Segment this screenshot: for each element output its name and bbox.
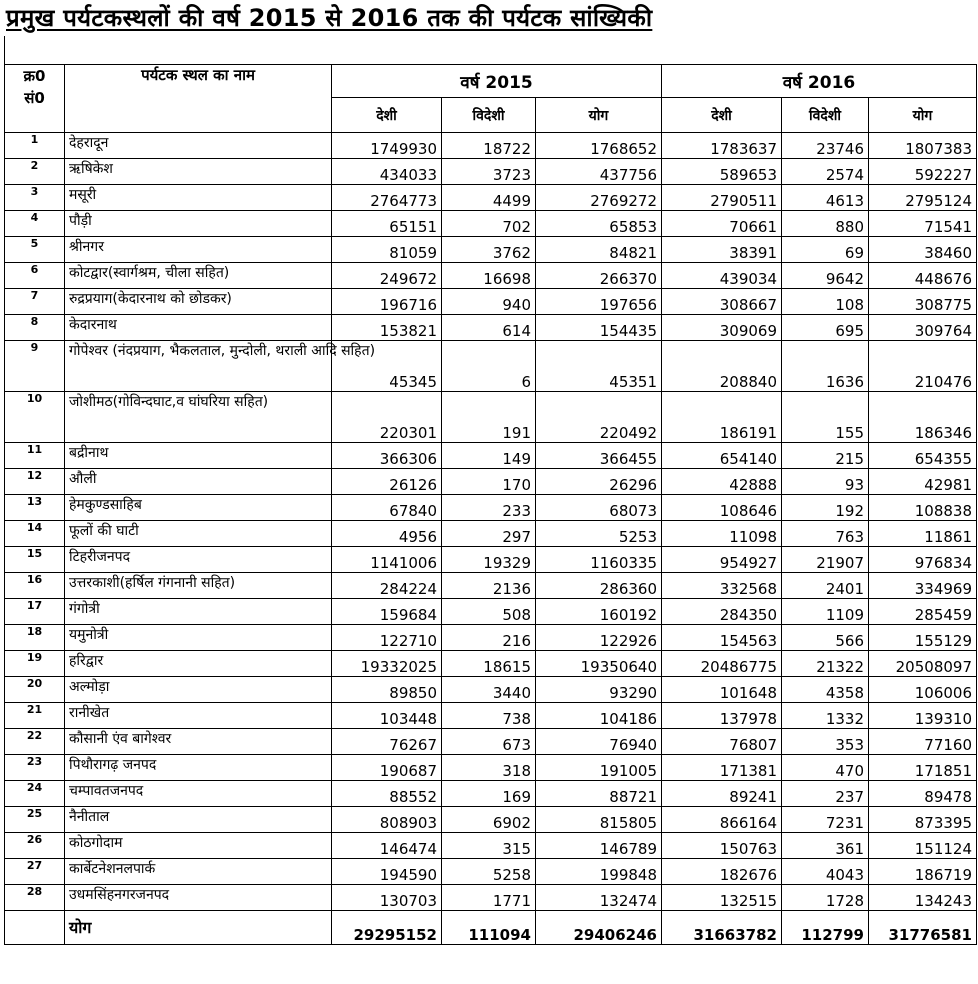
serial-number-cell: 9: [5, 341, 65, 392]
total-2016-cell: 108838: [869, 495, 977, 521]
foreign-2016-cell: 215: [782, 443, 869, 469]
domestic-2015-cell: 45345: [332, 341, 442, 392]
total-2015-cell: 26296: [536, 469, 662, 495]
domestic-2016-cell: 154563: [662, 625, 782, 651]
domestic-2015-cell: 366306: [332, 443, 442, 469]
total-2016-cell: 11861: [869, 521, 977, 547]
domestic-2015-cell: 146474: [332, 833, 442, 859]
domestic-2016-cell: 89241: [662, 781, 782, 807]
domestic-2016-cell: 1783637: [662, 133, 782, 159]
total-2016-cell: 2795124: [869, 185, 977, 211]
total-2016-cell: 654355: [869, 443, 977, 469]
table-row: [5, 159, 977, 185]
foreign-2015-cell: 297: [442, 521, 536, 547]
serial-number-cell: 16: [5, 573, 65, 599]
domestic-2016-cell: 42888: [662, 469, 782, 495]
foreign-2016-cell: 23746: [782, 133, 869, 159]
place-name-cell: मसूरी: [65, 185, 332, 211]
domestic-2016-cell: 101648: [662, 677, 782, 703]
serial-number-cell: 26: [5, 833, 65, 859]
domestic-2016-cell: 186191: [662, 392, 782, 443]
total-2015-cell: 160192: [536, 599, 662, 625]
foreign-2015-cell: 18722: [442, 133, 536, 159]
place-name-cell: देहरादून: [65, 133, 332, 159]
table-row: [5, 211, 977, 237]
total-2015-cell: 93290: [536, 677, 662, 703]
table-row: [5, 807, 977, 833]
total-2016-cell: 334969: [869, 573, 977, 599]
total-2016-cell: 139310: [869, 703, 977, 729]
total-2016-cell: 309764: [869, 315, 977, 341]
total-2015-header: योग: [536, 98, 662, 133]
year-2015-header: वर्ष 2015: [332, 65, 662, 98]
serial-number-cell: 13: [5, 495, 65, 521]
place-name-cell: श्रीनगर: [65, 237, 332, 263]
foreign-2016-cell: 9642: [782, 263, 869, 289]
total-2015-cell: 76940: [536, 729, 662, 755]
table-row: [5, 341, 977, 392]
domestic-2015-cell: 76267: [332, 729, 442, 755]
serial-number-cell: 22: [5, 729, 65, 755]
serial-number-cell: 23: [5, 755, 65, 781]
total-2016-cell: 77160: [869, 729, 977, 755]
place-name-cell: यमुनोत्री: [65, 625, 332, 651]
total-2016-cell: 976834: [869, 547, 977, 573]
total-total-2016-cell: 31776581: [869, 911, 977, 945]
serial-number-cell: 3: [5, 185, 65, 211]
serial-number-cell: 15: [5, 547, 65, 573]
total-2015-cell: 68073: [536, 495, 662, 521]
total-2016-cell: 134243: [869, 885, 977, 911]
serial-number-cell: 4: [5, 211, 65, 237]
serial-number-cell: 12: [5, 469, 65, 495]
foreign-2015-cell: 19329: [442, 547, 536, 573]
domestic-2016-cell: 439034: [662, 263, 782, 289]
foreign-2015-cell: 2136: [442, 573, 536, 599]
domestic-2015-cell: 194590: [332, 859, 442, 885]
domestic-2015-cell: 130703: [332, 885, 442, 911]
foreign-2015-cell: 702: [442, 211, 536, 237]
serial-number-cell: 21: [5, 703, 65, 729]
foreign-2015-cell: 233: [442, 495, 536, 521]
foreign-2015-cell: 170: [442, 469, 536, 495]
foreign-2016-cell: 880: [782, 211, 869, 237]
table-row: [5, 651, 977, 677]
domestic-2015-cell: 808903: [332, 807, 442, 833]
foreign-2016-cell: 21907: [782, 547, 869, 573]
total-2015-cell: 88721: [536, 781, 662, 807]
domestic-2016-cell: 182676: [662, 859, 782, 885]
total-2015-cell: 104186: [536, 703, 662, 729]
serial-number-cell: 27: [5, 859, 65, 885]
table-row: [5, 469, 977, 495]
foreign-2016-cell: 237: [782, 781, 869, 807]
total-2016-cell: 592227: [869, 159, 977, 185]
foreign-2016-cell: 192: [782, 495, 869, 521]
header-row-years: [5, 65, 977, 98]
domestic-2015-cell: 220301: [332, 392, 442, 443]
place-name-cell: औली: [65, 469, 332, 495]
table-row: [5, 755, 977, 781]
table-row: [5, 237, 977, 263]
total-2015-cell: 5253: [536, 521, 662, 547]
domestic-2015-cell: 434033: [332, 159, 442, 185]
serial-number-cell: 5: [5, 237, 65, 263]
total-domestic-2016-cell: 31663782: [662, 911, 782, 945]
domestic-2015-cell: 1749930: [332, 133, 442, 159]
domestic-2016-cell: 2790511: [662, 185, 782, 211]
domestic-2015-cell: 103448: [332, 703, 442, 729]
serial-number-cell: 1: [5, 133, 65, 159]
foreign-2015-cell: 16698: [442, 263, 536, 289]
total-foreign-2016-cell: 112799: [782, 911, 869, 945]
place-name-cell: बद्रीनाथ: [65, 443, 332, 469]
foreign-2015-cell: 673: [442, 729, 536, 755]
domestic-2016-cell: 866164: [662, 807, 782, 833]
table-row: [5, 185, 977, 211]
total-2016-cell: 89478: [869, 781, 977, 807]
total-2015-cell: 815805: [536, 807, 662, 833]
foreign-2015-cell: 169: [442, 781, 536, 807]
table-row: [5, 833, 977, 859]
domestic-2015-cell: 26126: [332, 469, 442, 495]
table-row: [5, 859, 977, 885]
page-title: [6, 2, 972, 34]
table-row: [5, 547, 977, 573]
total-foreign-2015-cell: 111094: [442, 911, 536, 945]
domestic-2015-cell: 122710: [332, 625, 442, 651]
foreign-2015-cell: 738: [442, 703, 536, 729]
foreign-2016-cell: 470: [782, 755, 869, 781]
domestic-2016-cell: 589653: [662, 159, 782, 185]
total-2015-cell: 2769272: [536, 185, 662, 211]
total-2015-cell: 84821: [536, 237, 662, 263]
tourist-statistics-table: [4, 64, 977, 945]
domestic-2015-cell: 249672: [332, 263, 442, 289]
total-row: [5, 911, 977, 945]
total-2015-cell: 154435: [536, 315, 662, 341]
total-2016-cell: 186719: [869, 859, 977, 885]
domestic-2015-cell: 190687: [332, 755, 442, 781]
table-row: [5, 885, 977, 911]
total-2015-cell: 199848: [536, 859, 662, 885]
serial-header-line2: सं0: [24, 89, 45, 107]
serial-number-cell: 8: [5, 315, 65, 341]
domestic-2015-cell: 2764773: [332, 185, 442, 211]
foreign-2015-cell: 3723: [442, 159, 536, 185]
foreign-2015-cell: 318: [442, 755, 536, 781]
total-2016-cell: 38460: [869, 237, 977, 263]
total-2016-cell: 285459: [869, 599, 977, 625]
total-2015-cell: 191005: [536, 755, 662, 781]
serial-number-cell: 14: [5, 521, 65, 547]
foreign-2016-header: विदेशी: [782, 98, 869, 133]
domestic-2016-cell: 954927: [662, 547, 782, 573]
domestic-2016-cell: 108646: [662, 495, 782, 521]
domestic-2015-cell: 153821: [332, 315, 442, 341]
domestic-2016-header: देशी: [662, 98, 782, 133]
foreign-2016-cell: 7231: [782, 807, 869, 833]
table-row: [5, 521, 977, 547]
place-name-cell: उत्तरकाशी(हर्षिल गंगनानी सहित): [65, 573, 332, 599]
table-row: [5, 781, 977, 807]
foreign-2015-cell: 315: [442, 833, 536, 859]
total-2016-cell: 448676: [869, 263, 977, 289]
foreign-2015-cell: 940: [442, 289, 536, 315]
place-name-cell: रानीखेत: [65, 703, 332, 729]
place-name-cell: हरिद्वार: [65, 651, 332, 677]
year-2016-header: वर्ष 2016: [662, 65, 977, 98]
foreign-2016-cell: 1636: [782, 341, 869, 392]
total-2015-cell: 65853: [536, 211, 662, 237]
total-2016-cell: 155129: [869, 625, 977, 651]
table-row: [5, 703, 977, 729]
table-row: [5, 392, 977, 443]
page-title-text: प्रमुख पर्यटकस्थलों की वर्ष 2015 से 2016 तक की पर्यटक सांख्यिकी: [6, 4, 653, 32]
domestic-2015-cell: 196716: [332, 289, 442, 315]
serial-header-line1: क्र0: [23, 67, 46, 85]
place-name-cell: ऋषिकेश: [65, 159, 332, 185]
total-2016-cell: 308775: [869, 289, 977, 315]
foreign-2016-cell: 69: [782, 237, 869, 263]
domestic-2016-cell: 70661: [662, 211, 782, 237]
foreign-2016-cell: 353: [782, 729, 869, 755]
place-name-cell: पौड़ी: [65, 211, 332, 237]
place-name-header: पर्यटक स्थल का नाम: [65, 65, 332, 133]
place-name-cell: अल्मोड़ा: [65, 677, 332, 703]
foreign-2015-cell: 3762: [442, 237, 536, 263]
foreign-2016-cell: 1109: [782, 599, 869, 625]
table-body: [5, 133, 977, 945]
total-2015-cell: 437756: [536, 159, 662, 185]
serial-number-cell: 2: [5, 159, 65, 185]
domestic-2016-cell: 11098: [662, 521, 782, 547]
place-name-cell: उधमसिंहनगरजनपद: [65, 885, 332, 911]
serial-number-cell: 24: [5, 781, 65, 807]
domestic-2015-cell: 159684: [332, 599, 442, 625]
total-2015-cell: 197656: [536, 289, 662, 315]
total-2015-cell: 366455: [536, 443, 662, 469]
place-name-cell: कोटद्वार(स्वार्गश्रम, चीला सहित): [65, 263, 332, 289]
domestic-2015-cell: 1141006: [332, 547, 442, 573]
foreign-2016-cell: 361: [782, 833, 869, 859]
total-2015-cell: 1160335: [536, 547, 662, 573]
total-2015-cell: 220492: [536, 392, 662, 443]
total-2016-cell: 151124: [869, 833, 977, 859]
place-name-cell: हेमकुण्डसाहिब: [65, 495, 332, 521]
place-name-cell: कोठगोदाम: [65, 833, 332, 859]
left-border-rule: [4, 36, 5, 64]
foreign-2015-cell: 6902: [442, 807, 536, 833]
place-name-cell: जोशीमठ(गोविन्दघाट,व घांघरिया सहित): [65, 392, 332, 443]
place-name-cell: नैनीताल: [65, 807, 332, 833]
domestic-2015-cell: 89850: [332, 677, 442, 703]
table-row: [5, 599, 977, 625]
foreign-2016-cell: 2574: [782, 159, 869, 185]
foreign-2015-cell: 1771: [442, 885, 536, 911]
serial-number-cell: 6: [5, 263, 65, 289]
domestic-2016-cell: 171381: [662, 755, 782, 781]
table-row: [5, 133, 977, 159]
serial-number-cell: 25: [5, 807, 65, 833]
foreign-2016-cell: 155: [782, 392, 869, 443]
serial-number-cell: 19: [5, 651, 65, 677]
foreign-2015-header: विदेशी: [442, 98, 536, 133]
total-domestic-2015-cell: 29295152: [332, 911, 442, 945]
foreign-2016-cell: 93: [782, 469, 869, 495]
total-2016-header: योग: [869, 98, 977, 133]
place-name-cell: कार्बेटनेशनलपार्क: [65, 859, 332, 885]
table-row: [5, 677, 977, 703]
domestic-2016-cell: 132515: [662, 885, 782, 911]
foreign-2015-cell: 508: [442, 599, 536, 625]
domestic-2016-cell: 76807: [662, 729, 782, 755]
domestic-2016-cell: 309069: [662, 315, 782, 341]
domestic-2015-cell: 67840: [332, 495, 442, 521]
serial-number-cell: 18: [5, 625, 65, 651]
domestic-2016-cell: 308667: [662, 289, 782, 315]
foreign-2016-cell: 2401: [782, 573, 869, 599]
total-2015-cell: 122926: [536, 625, 662, 651]
foreign-2016-cell: 4613: [782, 185, 869, 211]
total-2016-cell: 42981: [869, 469, 977, 495]
place-name-cell: कौसानी एंव बागेश्वर: [65, 729, 332, 755]
domestic-2016-cell: 332568: [662, 573, 782, 599]
table-row: [5, 289, 977, 315]
foreign-2015-cell: 6: [442, 341, 536, 392]
total-2015-cell: 286360: [536, 573, 662, 599]
serial-number-header: [5, 65, 65, 133]
table-row: [5, 443, 977, 469]
table-row: [5, 625, 977, 651]
serial-number-cell: 11: [5, 443, 65, 469]
total-2016-cell: 873395: [869, 807, 977, 833]
place-name-cell: टिहरीजनपद: [65, 547, 332, 573]
total-2016-cell: 71541: [869, 211, 977, 237]
total-2016-cell: 171851: [869, 755, 977, 781]
foreign-2015-cell: 5258: [442, 859, 536, 885]
foreign-2016-cell: 21322: [782, 651, 869, 677]
domestic-2015-cell: 19332025: [332, 651, 442, 677]
foreign-2016-cell: 4358: [782, 677, 869, 703]
domestic-2016-cell: 137978: [662, 703, 782, 729]
serial-number-cell: 17: [5, 599, 65, 625]
foreign-2016-cell: 695: [782, 315, 869, 341]
domestic-2015-cell: 284224: [332, 573, 442, 599]
total-2016-cell: 1807383: [869, 133, 977, 159]
table-row: [5, 315, 977, 341]
table-row: [5, 263, 977, 289]
foreign-2015-cell: 191: [442, 392, 536, 443]
total-2015-cell: 19350640: [536, 651, 662, 677]
table-row: [5, 495, 977, 521]
place-name-cell: गोपेश्वर (नंदप्रयाग, भैकलताल, मुन्दोली, थराली आदि सहित): [65, 341, 332, 392]
place-name-cell: चम्पावतजनपद: [65, 781, 332, 807]
domestic-2015-cell: 81059: [332, 237, 442, 263]
domestic-2016-cell: 20486775: [662, 651, 782, 677]
table-row: [5, 729, 977, 755]
foreign-2016-cell: 566: [782, 625, 869, 651]
total-2016-cell: 186346: [869, 392, 977, 443]
total-label-cell: योग: [65, 911, 332, 945]
domestic-2015-cell: 4956: [332, 521, 442, 547]
total-2016-cell: 106006: [869, 677, 977, 703]
foreign-2016-cell: 4043: [782, 859, 869, 885]
place-name-cell: फूलों की घाटी: [65, 521, 332, 547]
domestic-2016-cell: 38391: [662, 237, 782, 263]
domestic-2015-cell: 88552: [332, 781, 442, 807]
total-2015-cell: 132474: [536, 885, 662, 911]
total-serial-cell: [5, 911, 65, 945]
domestic-2016-cell: 654140: [662, 443, 782, 469]
domestic-2015-cell: 65151: [332, 211, 442, 237]
foreign-2016-cell: 1728: [782, 885, 869, 911]
place-name-cell: केदारनाथ: [65, 315, 332, 341]
domestic-2016-cell: 208840: [662, 341, 782, 392]
total-2015-cell: 45351: [536, 341, 662, 392]
table-row: [5, 573, 977, 599]
foreign-2015-cell: 149: [442, 443, 536, 469]
domestic-2016-cell: 150763: [662, 833, 782, 859]
foreign-2015-cell: 3440: [442, 677, 536, 703]
place-name-cell: गंगोत्री: [65, 599, 332, 625]
foreign-2016-cell: 108: [782, 289, 869, 315]
total-total-2015-cell: 29406246: [536, 911, 662, 945]
place-name-cell: पिथौरागढ़ जनपद: [65, 755, 332, 781]
foreign-2015-cell: 614: [442, 315, 536, 341]
total-2016-cell: 20508097: [869, 651, 977, 677]
foreign-2015-cell: 216: [442, 625, 536, 651]
serial-number-cell: 20: [5, 677, 65, 703]
total-2016-cell: 210476: [869, 341, 977, 392]
total-2015-cell: 1768652: [536, 133, 662, 159]
foreign-2016-cell: 763: [782, 521, 869, 547]
foreign-2016-cell: 1332: [782, 703, 869, 729]
place-name-cell: रुद्रप्रयाग(केदारनाथ को छोडकर): [65, 289, 332, 315]
total-2015-cell: 266370: [536, 263, 662, 289]
serial-number-cell: 28: [5, 885, 65, 911]
serial-number-cell: 7: [5, 289, 65, 315]
domestic-2015-header: देशी: [332, 98, 442, 133]
serial-number-cell: 10: [5, 392, 65, 443]
foreign-2015-cell: 18615: [442, 651, 536, 677]
domestic-2016-cell: 284350: [662, 599, 782, 625]
total-2015-cell: 146789: [536, 833, 662, 859]
foreign-2015-cell: 4499: [442, 185, 536, 211]
